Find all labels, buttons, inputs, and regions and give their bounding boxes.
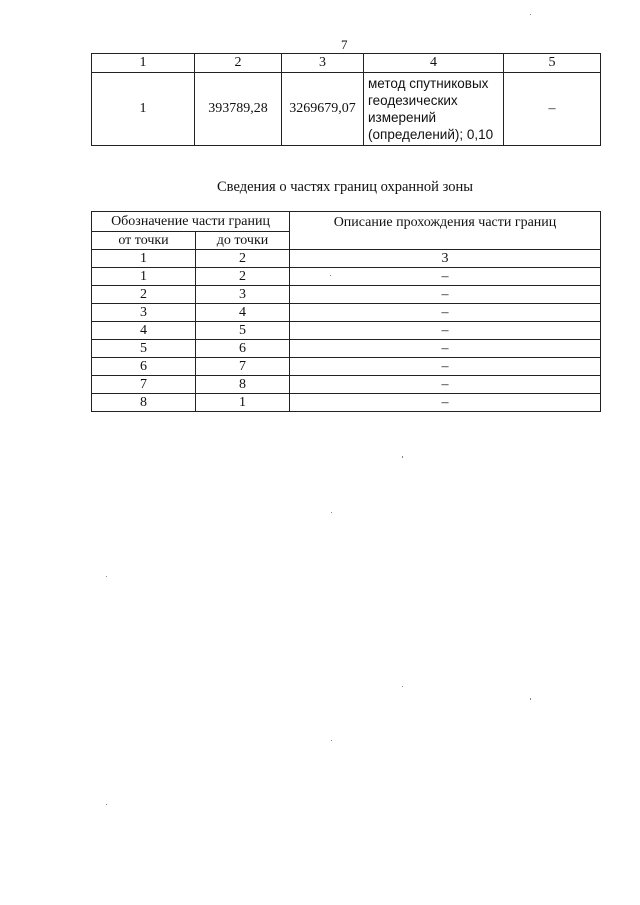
to-point-cell: 7 <box>196 358 290 376</box>
description-cell: – <box>290 304 601 322</box>
from-point-cell: 2 <box>92 286 196 304</box>
table-header-row <box>92 54 601 73</box>
table-body <box>92 250 601 412</box>
y-coordinate-cell: 3269679,07 <box>282 73 364 146</box>
method-line: измерений <box>368 110 437 125</box>
description-header: Описание прохождения части границ <box>290 212 601 250</box>
scan-speck <box>331 740 332 741</box>
table-row <box>92 286 601 304</box>
description-cell: – <box>290 268 601 286</box>
from-point-cell: 1 <box>92 268 196 286</box>
table-row <box>92 358 601 376</box>
coordinates-table <box>91 53 601 146</box>
page-number: 7 <box>341 37 348 52</box>
boundary-parts-table <box>91 211 601 412</box>
to-point-cell: 6 <box>196 340 290 358</box>
to-point-cell: 5 <box>196 322 290 340</box>
scan-speck <box>530 14 531 15</box>
scan-speck <box>402 456 403 458</box>
from-point-cell: 1 <box>92 250 196 268</box>
table-header-row <box>92 212 601 232</box>
to-point-cell: 3 <box>196 286 290 304</box>
description-cell: – <box>290 286 601 304</box>
from-point-cell: 8 <box>92 394 196 412</box>
scan-speck <box>106 804 107 805</box>
column-header: 2 <box>195 54 282 73</box>
point-number-cell: 1 <box>92 73 195 146</box>
table-row <box>92 322 601 340</box>
column-header: 1 <box>92 54 195 73</box>
description-cell: 3 <box>290 250 601 268</box>
column-5-cell: – <box>504 73 601 146</box>
to-point-cell: 2 <box>196 268 290 286</box>
method-line: метод спутниковых <box>368 76 489 91</box>
description-cell: – <box>290 376 601 394</box>
method-line: геодезических <box>368 93 458 108</box>
scan-speck <box>330 275 331 276</box>
from-point-cell: 6 <box>92 358 196 376</box>
description-cell: – <box>290 322 601 340</box>
scan-speck <box>331 512 332 513</box>
scan-speck <box>530 698 531 700</box>
section-title: Сведения о частях границ охранной зоны <box>217 179 473 195</box>
method-cell <box>364 73 504 146</box>
table-row <box>92 394 601 412</box>
table-row <box>92 268 601 286</box>
x-coordinate-cell: 393789,28 <box>195 73 282 146</box>
description-cell: – <box>290 358 601 376</box>
from-point-cell: 7 <box>92 376 196 394</box>
method-line: (определений); 0,10 <box>368 127 494 142</box>
to-point-cell: 4 <box>196 304 290 322</box>
table-row <box>92 376 601 394</box>
table-row <box>92 73 601 146</box>
designation-header: Обозначение части границ <box>92 212 290 232</box>
to-point-cell: 1 <box>196 394 290 412</box>
from-point-cell: 4 <box>92 322 196 340</box>
to-point-cell: 8 <box>196 376 290 394</box>
table-row <box>92 340 601 358</box>
table-row <box>92 304 601 322</box>
description-cell: – <box>290 394 601 412</box>
scan-speck <box>402 686 403 687</box>
from-point-header: от точки <box>92 232 196 250</box>
from-point-cell: 3 <box>92 304 196 322</box>
table-row <box>92 250 601 268</box>
to-point-cell: 2 <box>196 250 290 268</box>
description-cell: – <box>290 340 601 358</box>
column-header: 5 <box>504 54 601 73</box>
to-point-header: до точки <box>196 232 290 250</box>
scan-speck <box>106 576 107 577</box>
column-header: 4 <box>364 54 504 73</box>
from-point-cell: 5 <box>92 340 196 358</box>
column-header: 3 <box>282 54 364 73</box>
